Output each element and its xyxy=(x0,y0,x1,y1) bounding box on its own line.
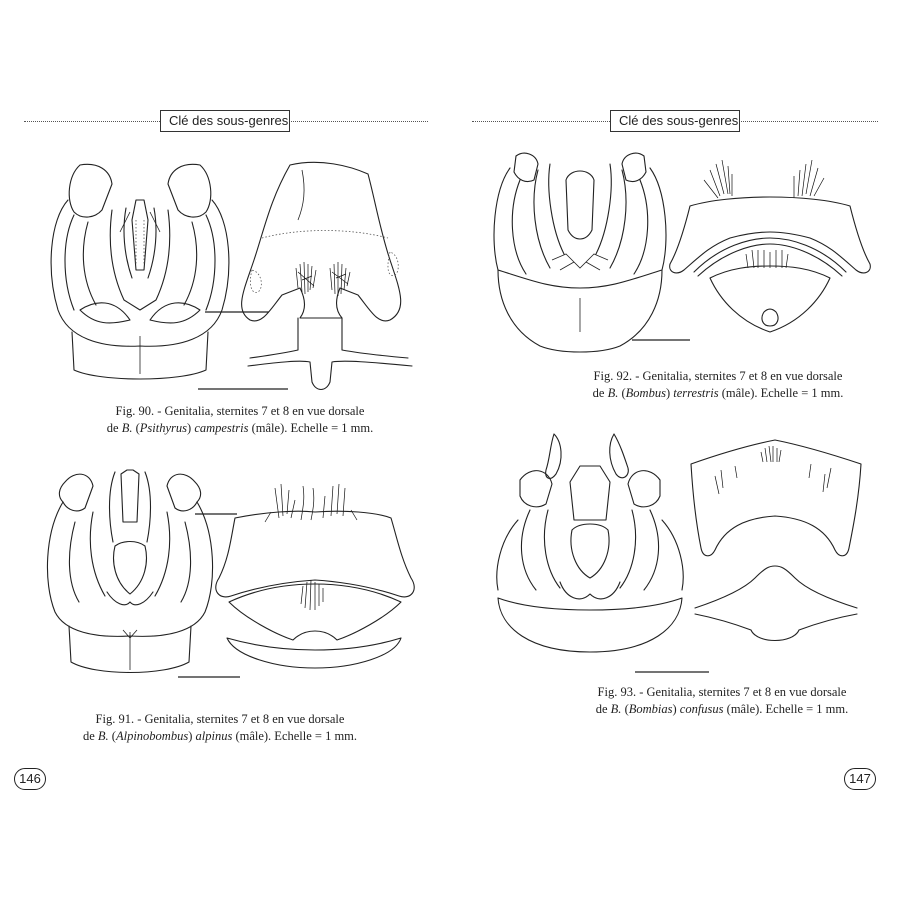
caption-line2: de B. (Alpinobombus) alpinus (mâle). Echelle = 1 mm. xyxy=(82,729,358,743)
running-header: Clé des sous-genres xyxy=(610,110,740,132)
fig91-genitalia-illustration xyxy=(45,462,215,682)
caption-line2: de B. (Psithyrus) campestris (mâle). Echelle = 1 mm. xyxy=(106,421,374,435)
fig91-caption xyxy=(50,711,390,745)
fig93-sternites-illustration xyxy=(675,438,885,663)
fig93-caption xyxy=(552,684,892,718)
caption-line2: de B. (Bombias) confusus (mâle). Echelle = 1 mm. xyxy=(595,702,849,716)
caption-line2: de B. (Bombus) terrestris (mâle). Echelle = 1 mm. xyxy=(592,386,844,400)
fig90-sternites-illustration xyxy=(240,160,420,395)
page-147 xyxy=(450,0,900,900)
caption-line1: Fig. 91. - Genitalia, sternites 7 et 8 en vue dorsale xyxy=(95,712,345,726)
caption-line1: Fig. 90. - Genitalia, sternites 7 et 8 en vue dorsale xyxy=(115,404,365,418)
fig93-scale-line xyxy=(635,670,715,674)
fig90-caption xyxy=(70,403,410,437)
fig90-genitalia-illustration xyxy=(40,160,240,390)
fig91-sternites-illustration xyxy=(205,478,425,668)
fig93-genitalia-illustration xyxy=(490,430,690,655)
page-number: 146 xyxy=(14,768,46,790)
caption-line1: Fig. 93. - Genitalia, sternites 7 et 8 en vue dorsale xyxy=(597,685,847,699)
fig92-caption xyxy=(548,368,888,402)
caption-line1: Fig. 92. - Genitalia, sternites 7 et 8 en vue dorsale xyxy=(593,369,843,383)
fig90-scale-line-lower xyxy=(198,387,294,391)
fig92-genitalia-illustration xyxy=(490,150,670,360)
running-header: Clé des sous-genres xyxy=(160,110,290,132)
fig91-scale-line-lower xyxy=(178,675,246,679)
page-number: 147 xyxy=(844,768,876,790)
fig92-sternites-illustration xyxy=(670,150,870,340)
